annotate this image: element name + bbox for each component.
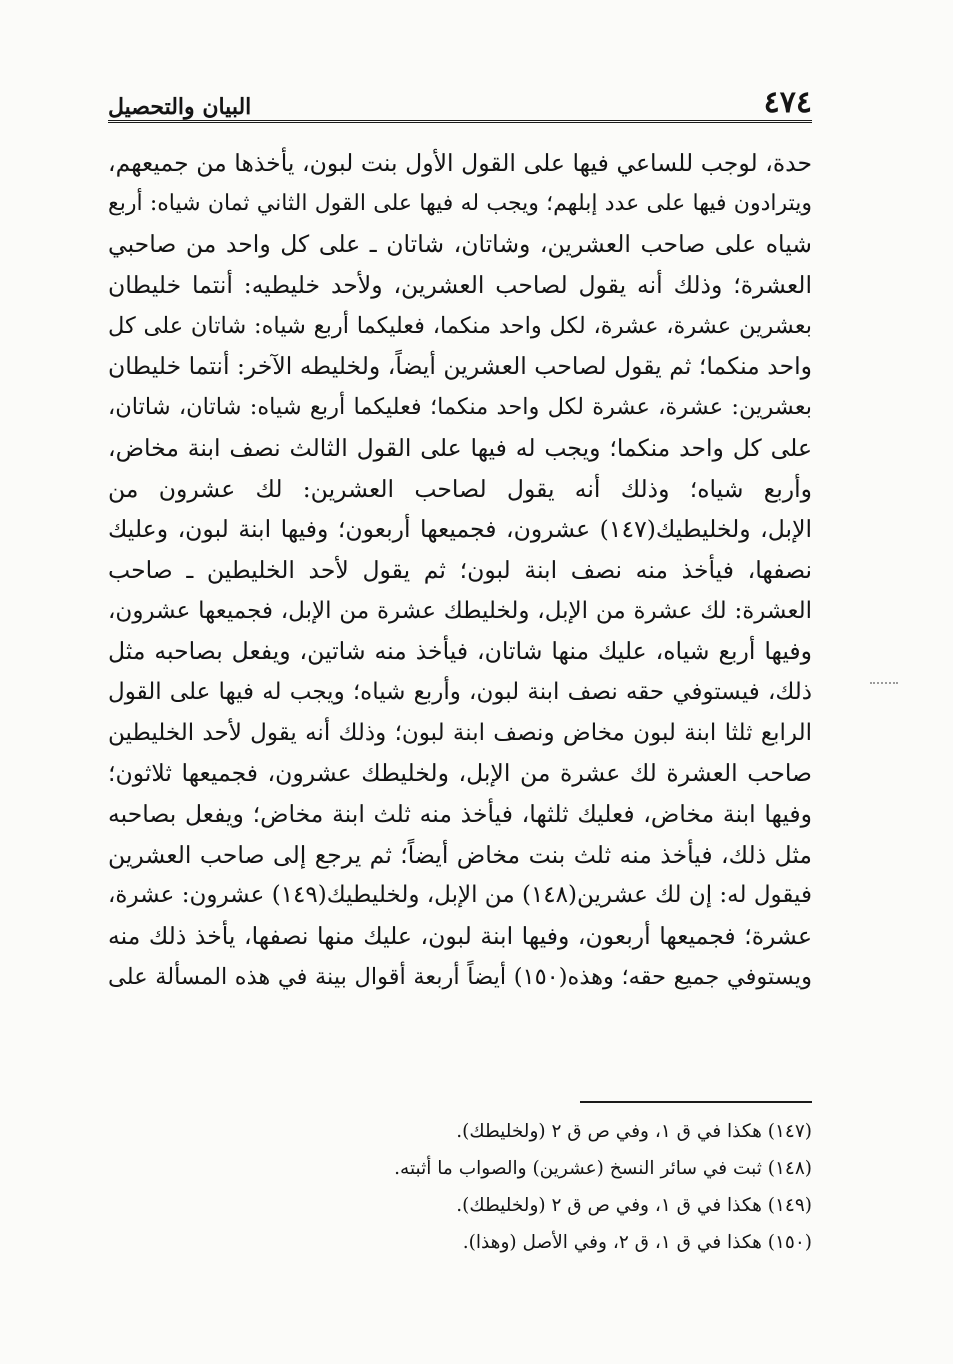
text-line: على كل واحد منكما؛ ويجب له فيها على القول الثالث نصف ابنة مخاض،: [108, 433, 812, 462]
page-number: ٤٧٤: [763, 85, 812, 120]
text-line: الرابع ثلثا ابنة لبون مخاض ونصف ابنة لبون؛ وذلك أنه يقول لأحد الخليطين: [108, 719, 812, 746]
text-line: بعشرين: عشرة، عشرة لكل واحد منكما؛ فعليكما أربع شياه: شاتان، شاتان،: [108, 394, 812, 421]
text-line: العشرة: لك عشرة من الإبل، ولخليطك عشرة من الإبل، فجميعها عشرون،: [108, 597, 812, 624]
scan-mark: [870, 682, 898, 688]
text-line: واحد منكما؛ ثم يقول لصاحب العشرين أيضاً، ولخليطه الآخر: أنتما خليطان: [108, 352, 812, 381]
text-line: وأربع شياه؛ وذلك أنه يقول لصاحب العشرين: لك عشرون من: [108, 474, 812, 503]
running-title: البيان والتحصيل: [108, 94, 252, 120]
footnote: (١٤٨) ثبت في سائر النسخ (عشرين) والصواب ما أثبته.: [394, 1158, 812, 1179]
footnote: (١٥٠) هكذا في ق ١، ق ٢، وفي الأصل (وهذا).: [462, 1232, 812, 1253]
body-text: [108, 143, 812, 997]
footnote: (١٤٧) هكذا في ق ١، وفي ص ق ٢ (ولخليطك).: [456, 1121, 812, 1142]
text-line: نصفها، فيأخذ منه نصف ابنة لبون؛ ثم يقول لأحد الخليطين ـ صاحب: [108, 555, 812, 584]
text-line: وفيها ابنة مخاض، فعليك ثلثها، فيأخذ منه ثلث ابنة مخاض؛ ويفعل بصاحبه: [108, 800, 812, 828]
page-header: [108, 68, 812, 118]
text-line: العشرة؛ وذلك أنه يقول لصاحب العشرين، ولأحد خليطيه: أنتما خليطان: [108, 271, 812, 300]
text-line: عشرة؛ فجميعها أربعون، وفيها ابنة لبون، عليك منها نصفها، يأخذ ذلك منه: [108, 922, 812, 951]
text-line: وفيها أربع شياه، عليك منها شاتان، فيأخذ منه شاتين، ويفعل بصاحبه مثل: [108, 637, 812, 666]
text-line: فيقول له: إن لك عشرين(١٤٨) من الإبل، ولخليطيك(١٤٩) عشرون: عشرة،: [108, 882, 812, 909]
text-line: بعشرين عشرة، عشرة، لكل واحد منكما، فعليكما أربع شياه: شاتان على كل: [108, 312, 812, 339]
text-line: الإبل، ولخليطيك(١٤٧) عشرون، فجميعها أربعون؛ وفيها ابنة لبون، وعليك: [108, 515, 812, 544]
footnotes: [300, 1113, 812, 1261]
text-line: شياه على صاحب العشرين، وشاتان، شاتان ـ على كل واحد من صاحبي: [108, 230, 812, 259]
footnote: (١٤٩) هكذا في ق ١، وفي ص ق ٢ (ولخليطك).: [456, 1195, 812, 1216]
text-line: مثل ذلك، فيأخذ منه ثلث بنت مخاض أيضاً؛ ثم يرجع إلى صاحب العشرين: [108, 840, 812, 869]
text-line: ويترادون فيها على عدد إبلهم؛ ويجب له فيها على القول الثاني ثمان شياه: أربع: [108, 190, 812, 216]
header-rule: [108, 120, 812, 123]
footnote-rule: [580, 1101, 812, 1103]
text-line: ذلك، فيستوفي حقه نصف ابنة لبون، وأربع شياه؛ ويجب له فيها على القول: [108, 678, 812, 705]
text-line: حدة، لوجب للساعي فيها على القول الأول بنت لبون، يأخذها من جميعهم،: [108, 149, 812, 177]
text-line: صاحب العشرة لك عشرة من الإبل، ولخليطك عشرون، فجميعها ثلاثون؛: [108, 759, 812, 788]
text-line: ويستوفي جميع حقه؛ وهذه(١٥٠) أيضاً أربعة أقوال بينة في هذه المسألة على: [108, 963, 812, 990]
